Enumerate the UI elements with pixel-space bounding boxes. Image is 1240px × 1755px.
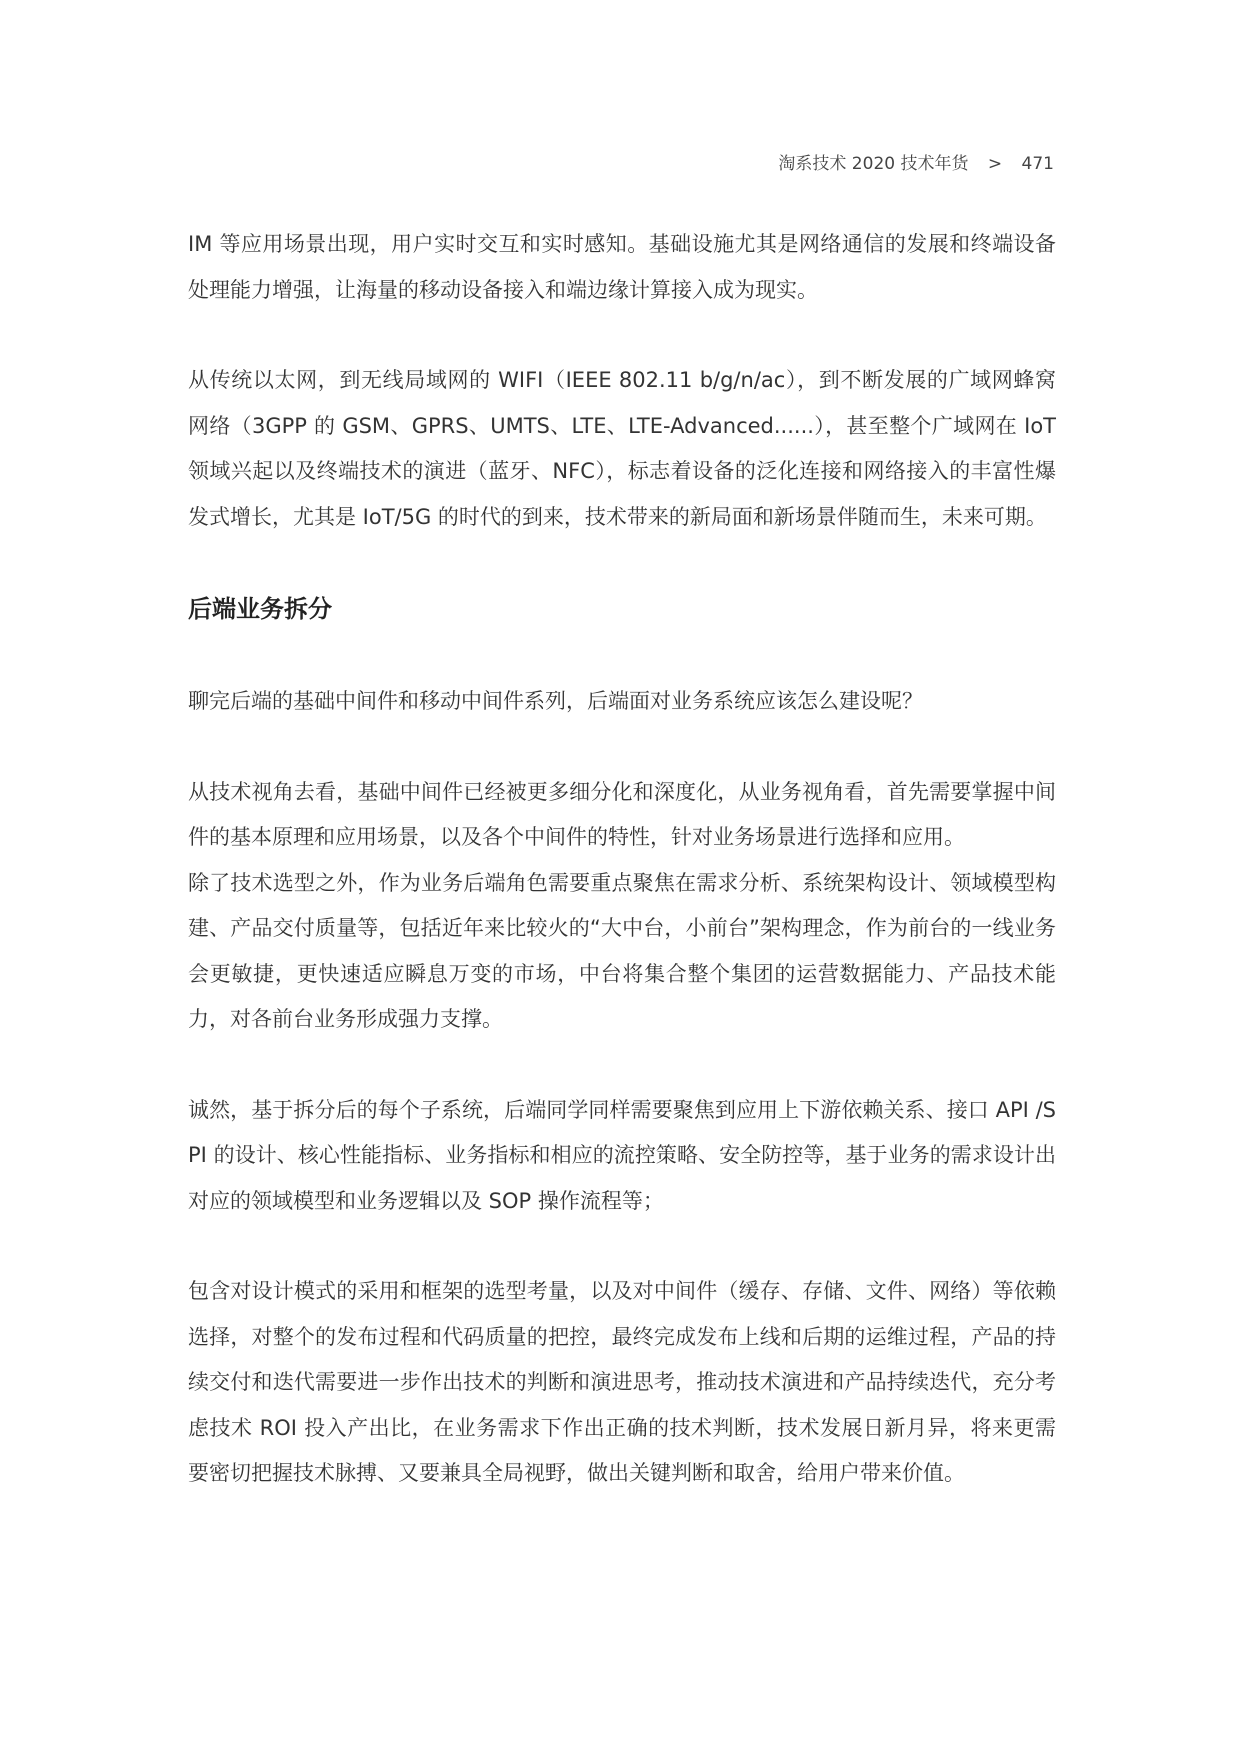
section-title: 后端业务拆分 xyxy=(188,595,332,623)
book-title: 淘系技术 2020 技术年货 xyxy=(778,154,969,174)
paragraph-2: 从传统以太网，到无线局域网的 WIFI（IEEE 802.11 b/g/n/ac），到不断发展的广域网蜂窝网络（3GPP 的 GSM、GPRS、UMTS、LTE、LTE-Advanced......），甚至整个广域网在 IoT 领域兴起以及终端技术的演进（蓝牙、NFC），标志着设备的泛化连接和网络接入的丰富性爆发式增长，尤其是 IoT/5G 的时代的到来，技术带来的新局面和新场景伴随而生，未来可期。 xyxy=(188,368,1056,529)
paragraph-1: IM 等应用场景出现，用户实时交互和实时感知。基础设施尤其是网络通信的发展和终端设备处理能力增强，让海量的移动设备接入和端边缘计算接入成为现实。 xyxy=(188,232,1056,302)
running-header xyxy=(778,152,1054,176)
page-number: 471 xyxy=(1021,154,1054,174)
paragraph-4: 从技术视角去看，基础中间件已经被更多细分化和深度化，从业务视角看，首先需要掌握中间件的基本原理和应用场景，以及各个中间件的特性，针对业务场景进行选择和应用。 xyxy=(188,779,1056,849)
paragraph-3: 聊完后端的基础中间件和移动中间件系列，后端面对业务系统应该怎么建设呢？ xyxy=(188,689,923,713)
paragraph-6: 诚然，基于拆分后的每个子系统，后端同学同样需要聚焦到应用上下游依赖关系、接口 API /SPI 的设计、核心性能指标、业务指标和相应的流控策略、安全防控等，基于业务的需求设计出对应的领域模型和业务逻辑以及 SOP 操作流程等； xyxy=(188,1097,1056,1213)
paragraph-7: 包含对设计模式的采用和框架的选型考量，以及对中间件（缓存、存储、文件、网络）等依赖选择，对整个的发布过程和代码质量的把控，最终完成发布上线和后期的运维过程，产品的持续交付和迭代需要进一步作出技术的判断和演进思考，推动技术演进和产品持续迭代，充分考虑技术 ROI 投入产出比，在业务需求下作出正确的技术判断，技术发展日新月异，将来更需要密切把握技术脉搏、又要兼具全局视野，做出关键判断和取舍，给用户带来价值。 xyxy=(188,1279,1056,1485)
header-separator: > xyxy=(987,154,1003,174)
page-body xyxy=(188,222,1056,1497)
paragraph-5: 除了技术选型之外，作为业务后端角色需要重点聚焦在需求分析、系统架构设计、领域模型构建、产品交付质量等，包括近年来比较火的“大中台，小前台”架构理念，作为前台的一线业务会更敏捷，更快速适应瞬息万变的市场，中台将集合整个集团的运营数据能力、产品技术能力，对各前台业务形成强力支撑。 xyxy=(188,870,1056,1031)
